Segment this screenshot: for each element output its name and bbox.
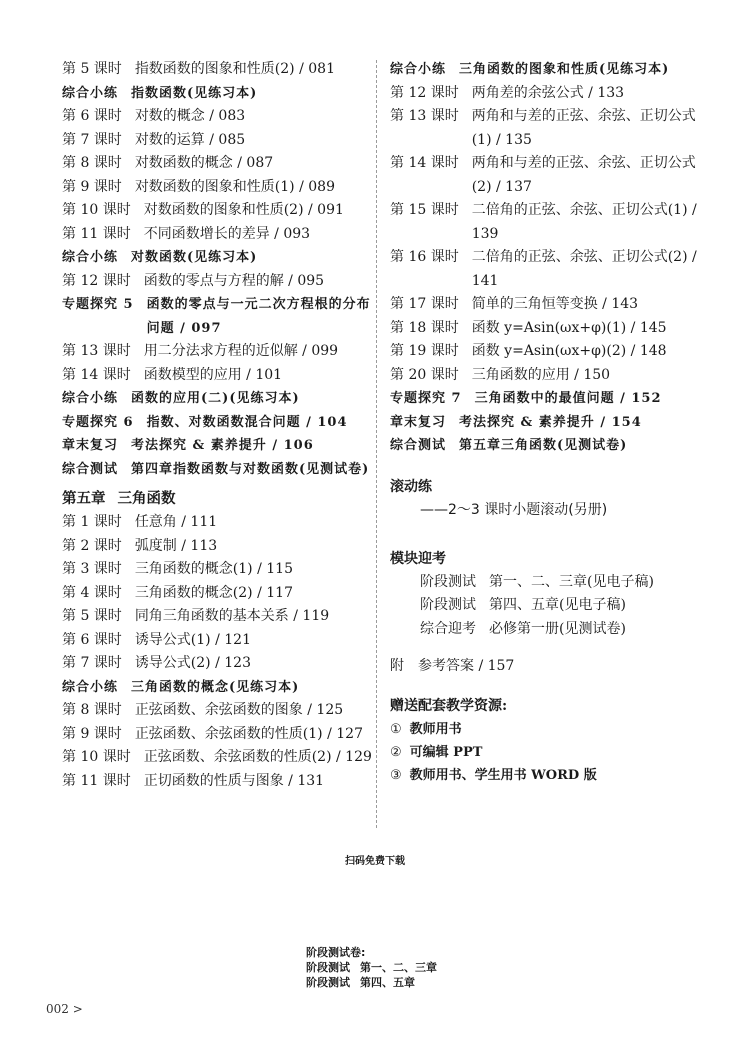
resource-item (390, 741, 710, 764)
toc-entry (62, 558, 372, 582)
toc-entry-title: 二倍角的正弦、余弦、正切公式(2) / 141 (471, 249, 697, 289)
toc-entry (62, 293, 372, 340)
toc-entry-label: 综合测试 (62, 461, 119, 477)
toc-entry (62, 699, 372, 723)
toc-entry-title: 对数函数的图象和性质(1) / 089 (134, 178, 335, 195)
toc-entry-label: 专题探究 5 (62, 297, 134, 312)
stage-tests-block (306, 945, 437, 990)
toc-entry-label: 综合测试 (390, 438, 447, 453)
toc-entry (62, 152, 372, 176)
toc-entry-title: 正弦函数、余弦函数的性质(1) / 127 (134, 725, 363, 742)
toc-entry-title: 对数函数的图象和性质(2) / 091 (143, 202, 344, 218)
toc-entry-label: 第 6 课时 (62, 108, 122, 124)
toc-entry-title: 指数函数的图象和性质(2) / 081 (134, 61, 335, 77)
toc-entry-label: 第 8 课时 (62, 702, 122, 718)
toc-entry-title: 诱导公式(1) / 121 (134, 631, 251, 648)
toc-entry (390, 293, 710, 317)
scroll-practice-heading: 滚动练 (390, 478, 432, 495)
toc-entry-label: 第 17 课时 (390, 296, 459, 312)
toc-entry (62, 511, 372, 535)
toc-entry-title: 指数函数(见练习本) (131, 85, 258, 101)
toc-entry (62, 176, 372, 200)
stage-test-label: 阶段测试 (306, 976, 350, 989)
toc-entry-title: 正切函数的性质与图象 / 131 (143, 772, 325, 789)
toc-entry (62, 82, 372, 106)
toc-entry (62, 582, 372, 606)
toc-list-chapter5-cont (390, 58, 710, 458)
scan-download-text: 扫码免费下载 (345, 856, 405, 867)
toc-entry (62, 340, 372, 364)
toc-entry-label: 专题探究 6 (62, 414, 134, 430)
toc-entry (62, 434, 372, 458)
toc-entry-label: 第 14 课时 (62, 366, 131, 383)
resource-item-number: ① (390, 722, 402, 737)
toc-entry-title: 对数的概念 / 083 (134, 108, 246, 124)
toc-entry-label: 章末复习 (62, 438, 119, 453)
toc-entry-label: 第 12 课时 (62, 272, 131, 289)
toc-entry (390, 411, 710, 435)
toc-entry-title: 三角函数的应用 / 150 (471, 366, 611, 383)
toc-entry-title: 第四章指数函数与对数函数(见测试卷) (131, 461, 370, 477)
resource-item (390, 764, 710, 787)
chapter5-heading (62, 487, 372, 511)
toc-entry-label: 第 11 课时 (62, 772, 131, 789)
toc-entry-label: 第 7 课时 (62, 131, 122, 148)
toc-entry-title: 考法探究 & 素养提升 / 106 (131, 438, 314, 453)
toc-entry-label: 综合小练 (62, 391, 119, 406)
toc-entry-title: 用二分法求方程的近似解 / 099 (143, 343, 339, 359)
toc-entry-title: 正弦函数、余弦函数的图象 / 125 (134, 702, 344, 718)
toc-entry-title: 函数的应用(二)(见练习本) (131, 391, 300, 406)
left-column (62, 58, 372, 793)
toc-list-chapter4-part (62, 58, 372, 481)
toc-entry-label: 第 10 课时 (62, 749, 131, 765)
resource-item-text: 可编辑 PPT (409, 745, 483, 760)
toc-entry (390, 58, 710, 82)
toc-entry-label: 第 3 课时 (62, 561, 122, 577)
toc-entry (62, 605, 372, 629)
toc-entry (62, 411, 372, 435)
toc-entry-label: 第 4 课时 (62, 584, 122, 601)
stage-test-label: 阶段测试 (306, 961, 350, 974)
module-item (390, 618, 710, 642)
toc-entry-title: 弧度制 / 113 (134, 537, 218, 554)
toc-entry-label: 第 9 课时 (62, 178, 122, 195)
toc-entry (390, 317, 710, 341)
toc-entry (62, 199, 372, 223)
module-item (390, 571, 710, 595)
toc-entry (390, 364, 710, 388)
toc-entry-title: 函数的零点与一元二次方程根的分布问题 / 097 (146, 297, 371, 336)
toc-entry-label: 第 2 课时 (62, 537, 122, 554)
toc-entry-label: 专题探究 7 (390, 391, 462, 406)
toc-entry-title: 两角差的余弦公式 / 133 (471, 84, 625, 101)
resource-item-text: 教师用书、学生用书 WORD 版 (409, 768, 597, 783)
module-item (390, 594, 710, 618)
toc-entry-label: 第 5 课时 (62, 608, 122, 624)
toc-entry-title: 三角函数的概念(1) / 115 (134, 561, 293, 577)
toc-entry (390, 199, 710, 246)
toc-entry-title: 考法探究 & 素养提升 / 154 (459, 414, 642, 430)
module-list (390, 571, 710, 642)
toc-entry (62, 270, 372, 294)
toc-entry-label: 综合小练 (390, 62, 447, 77)
scroll-practice-sub: ——2～3 课时小题滚动(另册) (420, 501, 608, 518)
toc-entry (62, 246, 372, 270)
toc-entry-title: 函数 y=Asin(ωx+φ)(2) / 148 (471, 343, 667, 359)
resource-item-number: ② (390, 745, 402, 760)
toc-entry (62, 105, 372, 129)
toc-entry-label: 综合小练 (62, 679, 119, 695)
stage-test-line (306, 975, 437, 990)
toc-entry (62, 129, 372, 153)
stage-test-title: 第一、二、三章 (360, 961, 437, 974)
toc-entry-title: 三角函数中的最值问题 / 152 (474, 391, 662, 406)
toc-entry (62, 652, 372, 676)
chapter5-name: 三角函数 (117, 491, 176, 507)
toc-entry-title: 正弦函数、余弦函数的性质(2) / 129 (143, 749, 372, 765)
right-column (390, 58, 710, 787)
page-number: 002 > (46, 1002, 83, 1016)
toc-entry-label: 第 15 课时 (390, 202, 459, 218)
toc-entry-label: 第 6 课时 (62, 631, 122, 648)
toc-entry-label: 第 14 课时 (390, 155, 459, 171)
toc-entry-title: 两角和与差的正弦、余弦、正切公式(1) / 135 (471, 108, 696, 148)
toc-entry (62, 746, 372, 770)
resource-item-number: ③ (390, 768, 402, 783)
toc-entry-label: 第 5 课时 (62, 61, 122, 77)
toc-entry (390, 434, 710, 458)
toc-entry-title: 同角三角函数的基本关系 / 119 (134, 608, 330, 624)
toc-entry-title: 第五章三角函数(见测试卷) (459, 438, 628, 453)
toc-entry-title: 任意角 / 111 (134, 514, 218, 530)
toc-entry-label: 综合小练 (62, 85, 119, 101)
toc-entry-label: 综合小练 (62, 250, 119, 265)
toc-entry-label: 第 13 课时 (62, 343, 131, 359)
toc-entry (62, 629, 372, 653)
toc-entry (62, 676, 372, 700)
appendix-label: 附 (390, 658, 404, 674)
toc-entry-label: 章末复习 (390, 414, 447, 430)
toc-entry (62, 387, 372, 411)
toc-entry (62, 223, 372, 247)
toc-entry-title: 对数的运算 / 085 (134, 131, 246, 148)
toc-entry-title: 三角函数的概念(2) / 117 (134, 584, 293, 601)
toc-entry-title: 三角函数的图象和性质(见练习本) (459, 62, 670, 77)
module-item-title: 第一、二、三章(见电子稿) (489, 573, 654, 590)
column-divider (376, 60, 377, 828)
toc-entry-label: 第 12 课时 (390, 84, 459, 101)
module-item-title: 必修第一册(见测试卷) (489, 620, 626, 637)
chapter5-number: 第五章 (62, 491, 106, 507)
toc-entry (390, 105, 710, 152)
module-item-label: 阶段测试 (420, 597, 476, 613)
toc-entry-label: 第 1 课时 (62, 514, 122, 530)
toc-entry-label: 第 7 课时 (62, 655, 122, 671)
toc-entry (390, 387, 710, 411)
module-item-title: 第四、五章(见电子稿) (489, 597, 626, 613)
toc-entry-label: 第 9 课时 (62, 725, 122, 742)
resource-item-text: 教师用书 (409, 722, 462, 737)
module-heading: 模块迎考 (390, 550, 446, 567)
toc-entry-title: 三角函数的概念(见练习本) (131, 679, 300, 695)
toc-entry (390, 152, 710, 199)
resources-heading: 赠送配套教学资源: (390, 698, 508, 714)
stage-test-line (306, 960, 437, 975)
toc-entry (62, 458, 372, 482)
toc-entry (390, 340, 710, 364)
toc-entry-label: 第 11 课时 (62, 225, 131, 242)
toc-entry-label: 第 16 课时 (390, 249, 459, 265)
toc-entry (62, 770, 372, 794)
toc-entry-label: 第 10 课时 (62, 202, 131, 218)
toc-entry (62, 723, 372, 747)
toc-entry (390, 246, 710, 293)
module-item-label: 综合迎考 (420, 620, 476, 637)
toc-entry-title: 不同函数增长的差异 / 093 (143, 225, 311, 242)
appendix-entry (390, 655, 710, 678)
stage-test-title: 第四、五章 (360, 976, 415, 989)
toc-entry-title: 二倍角的正弦、余弦、正切公式(1) / 139 (471, 202, 697, 242)
appendix-title: 参考答案 / 157 (418, 658, 515, 674)
toc-entry-title: 函数 y=Asin(ωx+φ)(1) / 145 (471, 319, 667, 336)
stage-tests-heading: 阶段测试卷: (306, 946, 366, 959)
toc-entry-label: 第 13 课时 (390, 108, 459, 124)
toc-entry (62, 58, 372, 82)
toc-entry-title: 函数的零点与方程的解 / 095 (143, 272, 325, 289)
toc-entry-label: 第 20 课时 (390, 366, 459, 383)
resources-list (390, 718, 710, 787)
resource-item (390, 718, 710, 741)
toc-entry-title: 对数函数(见练习本) (131, 250, 258, 265)
toc-entry-title: 诱导公式(2) / 123 (134, 655, 251, 671)
toc-entry-label: 第 19 课时 (390, 343, 459, 359)
toc-entry-label: 第 18 课时 (390, 319, 459, 336)
toc-entry-title: 函数模型的应用 / 101 (143, 366, 283, 383)
module-item-label: 阶段测试 (420, 573, 476, 590)
toc-entry (62, 364, 372, 388)
toc-entry-label: 第 8 课时 (62, 155, 122, 171)
toc-entry-title: 指数、对数函数混合问题 / 104 (146, 414, 348, 430)
toc-list-chapter5 (62, 511, 372, 793)
toc-entry-title: 简单的三角恒等变换 / 143 (471, 296, 639, 312)
toc-entry-title: 两角和与差的正弦、余弦、正切公式(2) / 137 (471, 155, 696, 195)
toc-entry (390, 82, 710, 106)
toc-entry-title: 对数函数的概念 / 087 (134, 155, 274, 171)
toc-entry (62, 535, 372, 559)
